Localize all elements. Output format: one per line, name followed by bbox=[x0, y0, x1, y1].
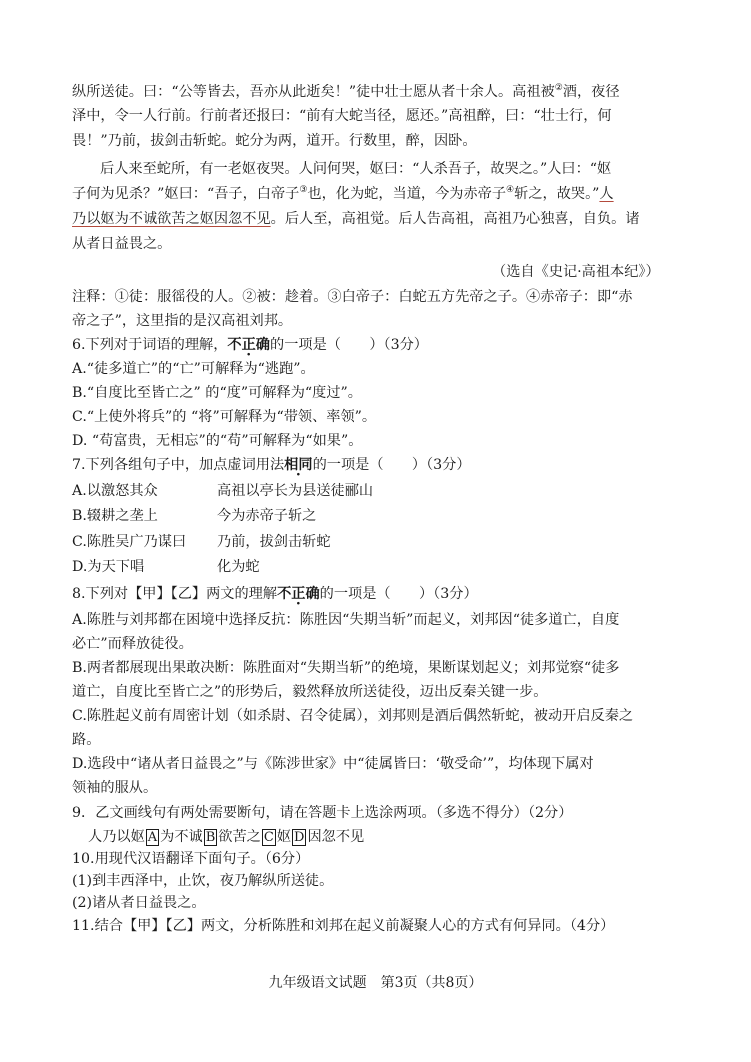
passage-line: 畏！”乃前，拔剑击斩蛇。蛇分为两，道开。行数里，醉，因卧。 bbox=[72, 133, 477, 149]
option-c-right: 乃前，拔剑击斩蛇 bbox=[217, 534, 331, 550]
question-9-stem: 9．乙文画线句有两处需要断句，请在答题卡上选涂两项。（多选不得分）（2分） bbox=[72, 805, 573, 821]
option-b-right: 今为赤帝子斩之 bbox=[217, 508, 317, 524]
question-6-stem bbox=[72, 335, 428, 355]
option-b: B.“自度比至皆亡之” 的“度”可解释为“度过”。 bbox=[72, 385, 362, 401]
passage-text: 纵所送徒。曰：“公等皆去，吾亦从此逝矣！”徒中壮士愿从者十余人。高祖被 bbox=[72, 84, 555, 100]
option-a-right: 高祖以亭长为县送徒郦山 bbox=[217, 483, 374, 499]
option-d-cont: 领袖的服从。 bbox=[72, 780, 158, 796]
option-b-cont: 道亡，自度比至皆亡之”的形势后，毅然释放所送徒役，迈出反秦关键一步。 bbox=[72, 684, 548, 700]
passage-line: 从者日益畏之。 bbox=[72, 236, 172, 252]
underlined-sentence: 乃以妪为不诚欲苦之妪因忽不见 bbox=[72, 211, 271, 227]
sentence-segment: 人乃以妪 bbox=[88, 829, 145, 845]
option-a: A.“徒多道亡”的“亡”可解释为“逃跑”。 bbox=[72, 361, 315, 377]
option-c: C.陈胜起义前有周密计划（如杀尉、召令徒属），刘邦则是酒后偶然斩蛇，被动开启反秦之 bbox=[72, 708, 634, 724]
passage-text: 子何为见杀？”妪曰：“吾子，白帝子 bbox=[72, 186, 300, 202]
passage-text: 斩之，故哭。” bbox=[514, 186, 600, 202]
notes-line: 帝之子”，这里指的是汉高祖刘邦。 bbox=[72, 313, 293, 329]
option-box-c[interactable]: C bbox=[263, 830, 274, 845]
translate-item-1: (1)到丰西泽中，止饮，夜乃解纵所送徒。 bbox=[72, 873, 334, 889]
option-d-right: 化为蛇 bbox=[217, 559, 260, 575]
sentence-segment: 欲苦之 bbox=[218, 829, 261, 845]
passage-line bbox=[72, 82, 620, 102]
sentence-segment: 妪 bbox=[276, 829, 292, 845]
emphasis-text: 不正确 bbox=[277, 586, 320, 602]
option-a: A.陈胜与刘邦都在困境中选择反抗：陈胜因“失期当斩”而起义，刘邦因“徒多道亡，自度 bbox=[72, 612, 620, 628]
option-c: C.“上使外将兵”的 “将”可解释为“带领、率领”。 bbox=[72, 409, 377, 425]
stem-text: 的一项是（ ）（3分） bbox=[312, 457, 471, 473]
option-c-left: C.陈胜吴广乃谋曰 bbox=[72, 534, 187, 550]
notes-line: 注释：①徒：服徭役的人。②被：趁着。③白帝子：白蛇五方先帝之子。④赤帝子：即“赤 bbox=[72, 289, 633, 305]
option-a-left: A.以激怒其众 bbox=[72, 483, 158, 499]
footnote-mark: ② bbox=[554, 83, 563, 93]
question-7-stem bbox=[72, 455, 471, 475]
stem-text: 7.下列各组句子中，加点虚词用法 bbox=[72, 457, 285, 473]
option-box-a[interactable]: A bbox=[147, 830, 158, 845]
stem-text: 的一项是（ ）（3分） bbox=[319, 586, 478, 602]
option-c-cont: 路。 bbox=[72, 732, 101, 748]
passage-line bbox=[72, 209, 640, 229]
emphasis-text: 相同 bbox=[284, 457, 313, 473]
sentence-segment: 因忽不见 bbox=[307, 829, 365, 845]
passage-text: 。后人至，高祖觉。后人告高祖，高祖乃心独喜，自负。诸 bbox=[270, 211, 640, 227]
option-b-left: B.辍耕之垄上 bbox=[72, 508, 158, 524]
stem-text: 8.下列对【甲】【乙】两文的理解 bbox=[72, 586, 278, 602]
option-d: D. “苟富贵，无相忘”的“苟”可解释为“如果”。 bbox=[72, 433, 363, 449]
passage-line bbox=[72, 184, 614, 204]
underlined-sentence: 人 bbox=[599, 186, 614, 202]
option-box-b[interactable]: B bbox=[205, 830, 216, 845]
question-8-stem bbox=[72, 584, 478, 604]
sentence-with-boxes bbox=[88, 827, 364, 847]
stem-text: 6.下列对于词语的理解， bbox=[72, 337, 228, 353]
passage-source: （选自《史记·高祖本纪》） bbox=[492, 264, 660, 280]
page-footer: 九年级语文试题 第3页（共8页） bbox=[268, 975, 483, 991]
sentence-segment: 为不诚 bbox=[160, 829, 203, 845]
translate-item-2: (2)诸从者日益畏之。 bbox=[72, 895, 206, 911]
question-10-stem: 10.用现代汉语翻译下面句子。（6分） bbox=[72, 851, 310, 867]
option-box-d[interactable]: D bbox=[294, 830, 305, 845]
option-b: B.两者都展现出果敢决断：陈胜面对“失期当斩”的绝境，果断谋划起义；刘邦觉察“徒多 bbox=[72, 660, 620, 676]
footnote-mark: ③ bbox=[299, 185, 308, 195]
question-11-stem: 11.结合【甲】【乙】两文，分析陈胜和刘邦在起义前凝聚人心的方式有何异同。（4分） bbox=[72, 918, 615, 934]
option-a-cont: 必亡”而释放徒役。 bbox=[72, 636, 193, 652]
emphasis-text: 不正确 bbox=[227, 337, 270, 353]
passage-line: 泽中，令一人行前。行前者还报曰：“前有大蛇当径，愿还。”高祖醉，曰：“壮士行，何 bbox=[72, 108, 612, 124]
passage-text: 酒，夜径 bbox=[562, 84, 620, 100]
option-d-left: D.为天下唱 bbox=[72, 559, 145, 575]
footnote-mark: ④ bbox=[506, 185, 515, 195]
passage-line: 后人来至蛇所，有一老妪夜哭。人问何哭，妪曰：“人杀吾子，故哭之。”人曰：“妪 bbox=[100, 161, 612, 177]
option-d: D.选段中“诸从者日益畏之”与《陈涉世家》中“徒属皆曰：‘敬受命’”，均体现下属对 bbox=[72, 756, 594, 772]
stem-text: 的一项是（ ）（3分） bbox=[270, 337, 428, 353]
passage-text: 也，化为蛇，当道，今为赤帝子 bbox=[307, 186, 507, 202]
